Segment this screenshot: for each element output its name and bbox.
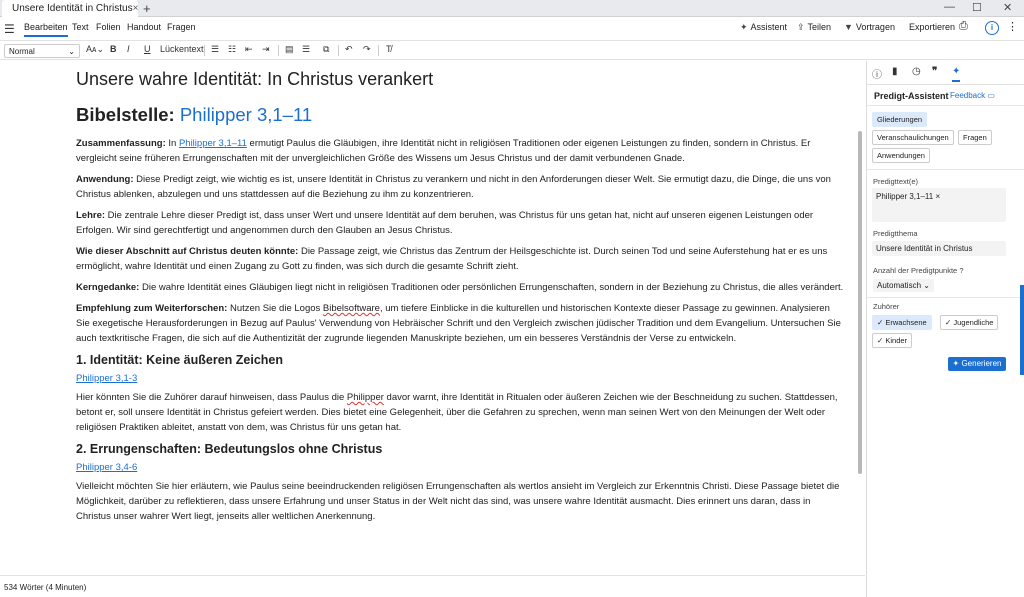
cloze-button[interactable]: Lückentext — [160, 44, 204, 54]
paragraph-style-select[interactable]: Normal ⌄ — [4, 44, 80, 58]
chip-veranschaulichungen[interactable]: Veranschaulichungen — [872, 130, 954, 145]
chip-fragen[interactable]: Fragen — [958, 130, 992, 145]
info-icon[interactable]: i — [985, 21, 999, 35]
history-icon[interactable]: ◷ — [912, 66, 921, 77]
maximize-icon[interactable]: ☐ — [972, 2, 982, 14]
numbered-list-icon[interactable]: ☷ — [228, 44, 237, 54]
share-icon: ⇪ — [797, 22, 805, 32]
text-input[interactable] — [872, 188, 1006, 222]
divider — [204, 45, 205, 56]
help-icon[interactable]: ? — [959, 266, 964, 275]
block-quote-icon[interactable]: ▤ — [285, 44, 294, 54]
tab-close-icon[interactable]: × — [132, 3, 139, 14]
redo-icon[interactable]: ↷ — [363, 44, 371, 54]
status-bar — [0, 575, 865, 597]
bold-icon[interactable]: B — [110, 44, 117, 54]
spellcheck-word: Bibelsoftware — [322, 303, 380, 314]
underline-icon[interactable]: U — [144, 44, 151, 54]
tab-folien[interactable]: Folien — [96, 22, 121, 32]
print-icon[interactable]: ⎙ — [959, 20, 968, 32]
align-icon[interactable]: ☰ — [302, 44, 311, 54]
chip-gliederungen[interactable]: Gliederungen — [872, 112, 927, 127]
bible-passage-heading[interactable]: Bibelstelle: Philipper 3,1–11 — [76, 104, 313, 125]
section-paragraph[interactable]: Vielleicht möchten Sie hier erläutern, wie Paulus seine beeindruckenden religiösen Errungenschaften als wertlos ansieht im Vergleich zur Erkenntnis Christi. Diese Passage bietet die Möglichkeit, darüber zu reflektieren, dass unsere Erfahrung und unser Status in der Welt nicht das sind, was unsere wahre Identität ausmacht. Dies erinnert uns daran, dass in Christus unser wahrer Wert liegt, jenseits aller weltlichen Anerkennung. — [76, 481, 840, 522]
outdent-icon[interactable]: ⇤ — [245, 44, 253, 54]
core-idea-paragraph[interactable]: Kerngedanke: Die wahre Identität eines Gläubigen liegt nicht in religiösen Traditionen oder persönlichen Errungenschaften, sondern in der Beziehung zu Christus, die alles verändert. — [76, 282, 844, 293]
new-tab-icon[interactable]: + — [143, 1, 151, 16]
sparkle-icon: ✦ — [740, 22, 748, 32]
app-toolbar — [0, 17, 1024, 41]
feedback-link[interactable]: Feedback ▭ — [950, 91, 995, 100]
topic-label: Predigtthema — [873, 229, 918, 238]
panel-title: Predigt-Assistent — [874, 91, 949, 101]
sparkle-icon: ✦ — [952, 359, 960, 368]
present-button[interactable]: ▼ Vortragen — [844, 22, 895, 32]
undo-icon[interactable]: ↶ — [345, 44, 353, 54]
clear-format-icon[interactable]: T̸ — [386, 44, 392, 54]
window-close-icon[interactable]: ✕ — [1003, 2, 1013, 14]
browser-tab[interactable] — [2, 0, 138, 17]
teaching-paragraph[interactable]: Lehre: Die zentrale Lehre dieser Predigt ist, dass unser Wert und unsere Identität auf dem beruhen, was Christus für uns getan hat, nicht auf unseren eigenen Leistungen oder Erfolgen. Wir sind gerechtfertigt und angenommen durch den Glauben an Jesus Christus. — [76, 210, 814, 236]
panel-tabs — [867, 61, 1024, 85]
quote-icon[interactable]: ❞ — [932, 66, 938, 77]
audience-kinder[interactable]: ✓ Kinder — [872, 333, 912, 348]
check-icon: ✓ — [877, 336, 884, 345]
insert-icon[interactable]: ⧉ — [323, 44, 330, 54]
generate-button[interactable]: ✦ Generieren — [948, 357, 1006, 371]
audience-erwachsene[interactable]: ✓ Erwachsene — [872, 315, 932, 330]
audience-label: Zuhörer — [873, 302, 900, 311]
share-button[interactable]: ⇪ Teilen — [797, 22, 832, 32]
divider — [278, 45, 279, 56]
browser-tab-bar — [0, 0, 1024, 17]
check-icon: ✓ — [945, 318, 952, 327]
text-chip[interactable]: Philipper 3,1–11 × — [876, 192, 941, 201]
chip-anwendungen[interactable]: Anwendungen — [872, 148, 930, 163]
divider — [867, 297, 1024, 298]
section-paragraph[interactable]: Hier könnten Sie die Zuhörer darauf hinweisen, dass Paulus die Philipper davor warnt, ihre Identität in Ritualen oder äußeren Zeichen wie der Beschneidung zu suchen. Stattdessen, betont er, soll unsere Identität in Christus gefeiert werden. Dies bietet eine Gelegenheit, über die Gefahren zu sprechen, wenn man seinen Wert von den Meinungen der Welt oder religiösen Praktiken ableitet, anstatt von dem, was Christus für uns getan hat. — [76, 392, 838, 433]
minimize-icon[interactable]: — — [944, 1, 955, 13]
podium-icon: ▼ — [844, 22, 853, 32]
section-heading[interactable]: 1. Identität: Keine äußeren Zeichen — [76, 353, 283, 367]
editor-scrollbar[interactable] — [858, 131, 862, 474]
section-heading[interactable]: 2. Errungenschaften: Bedeutungslos ohne Christus — [76, 442, 383, 456]
research-paragraph[interactable]: Empfehlung zum Weiterforschen: Nutzen Sie die Logos Bibelsoftware, um tiefere Einblicke in die kulturellen und historischen Kontexte dieser Passage zu gewinnen. Analysieren Sie exegetische Herausforderungen in Bezug auf Paulus' Verwendung von Hebräischer Schrift und den Vergleich zwischen jüdischer Tradition und dem Evangelium. Untersuchen Sie auch textkritische Fragen, die sich auf die Authentizität der zugrunde liegenden Manuskripte beziehen, um ein besseres Verständnis der Verse zu entwickeln. — [76, 303, 841, 344]
export-button[interactable]: Exportieren — [909, 22, 956, 32]
check-icon: ✓ — [877, 318, 884, 327]
italic-icon[interactable]: I — [127, 44, 130, 54]
sparkle-icon[interactable]: ✦ — [952, 66, 960, 82]
remove-icon[interactable]: × — [935, 192, 941, 201]
text-label: Predigttext(e) — [873, 177, 919, 186]
bible-passage-link[interactable]: Philipper 3,1–11 — [179, 104, 313, 125]
comment-icon: ▭ — [987, 91, 995, 100]
tab-fragen[interactable]: Fragen — [167, 22, 196, 32]
tab-bearbeiten[interactable]: Bearbeiten — [24, 22, 68, 37]
tab-text[interactable]: Text — [72, 22, 89, 32]
application-paragraph[interactable]: Anwendung: Diese Predigt zeigt, wie wichtig es ist, unsere Identität in Christus zu verankern und nicht in den Anforderungen dieser Welt. Sie ermutigt dazu, die Dinge, die uns von Christus ablenken, abzulegen und uns stattdessen auf die Beziehung zu ihm zu konzentrieren. — [76, 174, 831, 200]
chevron-down-icon: ⌄ — [923, 281, 930, 290]
christ-paragraph[interactable]: Wie dieser Abschnitt auf Christus deuten könnte: Die Passage zeigt, wie Christus das Zentrum der Heilsgeschichte ist. Durch seinen Tod und seine Auferstehung hat er es uns ermöglicht, wahre Identität und einen Zugang zu Gott zu finden, was sich durch die gesamte Schrift zieht. — [76, 246, 828, 272]
divider — [338, 45, 339, 56]
section-reference-link[interactable]: Philipper 3,4-6 — [76, 462, 138, 473]
document-editor[interactable] — [0, 61, 865, 575]
summary-paragraph[interactable]: Zusammenfassung: In Philipper 3,1–11 ermutigt Paulus die Gläubigen, ihre Identität nicht in religiösen Traditionen oder eigenen Leistungen zu finden, sondern in Christus. Er vergleicht seine früheren Errungenschaften mit der unvergleichlichen Größe des Wissens um Jesus Christus und der damit verbundenen Gnade. — [76, 138, 811, 164]
more-icon[interactable]: ⋮ — [1007, 21, 1018, 33]
format-toolbar — [0, 41, 1024, 60]
document-content[interactable] — [76, 69, 844, 530]
audience-jugendliche[interactable]: ✓ Jugendliche — [940, 315, 998, 330]
assistant-panel — [866, 61, 1024, 597]
panel-scroll-accent — [1020, 285, 1024, 375]
spellcheck-word: Philipper — [346, 392, 384, 403]
divider — [867, 169, 1024, 170]
bullet-list-icon[interactable]: ☰ — [211, 44, 220, 54]
topic-input[interactable]: Unsere Identität in Christus — [872, 241, 1006, 256]
indent-icon[interactable]: ⇥ — [262, 44, 270, 54]
info-icon[interactable]: ⓘ — [872, 70, 882, 81]
points-select[interactable]: Automatisch ⌄ — [873, 279, 934, 292]
menu-icon[interactable]: ☰ — [4, 22, 15, 36]
word-count: 534 Wörter (4 Minuten) — [4, 583, 87, 592]
divider — [867, 105, 1024, 106]
font-size-icon[interactable]: Aᴀ⌄ — [86, 44, 105, 54]
document-title[interactable]: Unsere wahre Identität: In Christus verankert — [76, 69, 434, 89]
points-label: Anzahl der Predigtpunkte ? — [873, 266, 964, 275]
chevron-down-icon: ⌄ — [68, 46, 75, 56]
tab-handout[interactable]: Handout — [127, 22, 162, 32]
assistant-button[interactable]: ✦ Assistent — [740, 22, 788, 32]
divider — [378, 45, 379, 56]
book-icon[interactable]: ▮ — [892, 66, 898, 77]
tab-title: Unsere Identität in Christus — [12, 3, 133, 14]
summary-reference-link[interactable]: Philipper 3,1–11 — [178, 138, 247, 149]
section-reference-link[interactable]: Philipper 3,1-3 — [76, 373, 138, 384]
